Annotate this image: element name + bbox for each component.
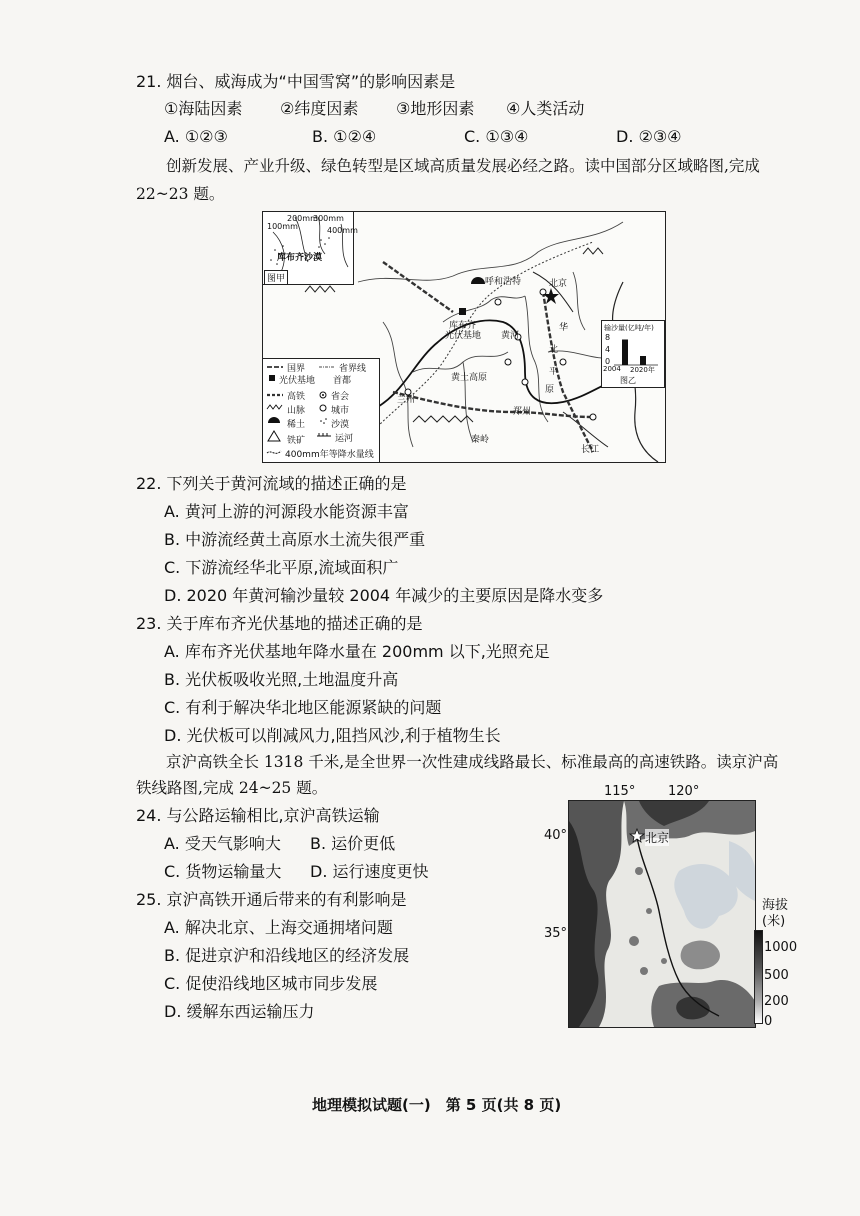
q21-factor-1: ①海陆因素 (164, 99, 243, 118)
legend-canal: 运河 (335, 434, 354, 444)
legend-hsr: 高铁 (287, 392, 306, 402)
q24-option-c: C. 货物运输量大 (164, 862, 282, 881)
label-huabei-3: 平 (549, 367, 559, 377)
inset-b-ytick-0: 0 (605, 357, 611, 366)
inset-b-title: 图乙 (620, 376, 636, 385)
label-huabei-4: 原 (545, 385, 555, 395)
q24-option-b: B. 运价更低 (310, 834, 396, 853)
isohyet-100: 100mm (267, 222, 298, 231)
q24-option-d: D. 运行速度更快 (310, 862, 429, 881)
q21-option-d: D. ②③④ (616, 127, 682, 146)
lat-35: 35° (544, 926, 568, 941)
label-huabei-2: 北 (549, 345, 559, 355)
q25-option-d: D. 缓解东西运输压力 (164, 1002, 315, 1021)
q21-factor-2: ②纬度因素 (280, 99, 359, 118)
elev-200: 200 (764, 994, 789, 1009)
label-beijing: 北京 (549, 279, 568, 289)
label-base-1: 库布齐 (449, 321, 477, 331)
label-loess-plateau: 黄土高原 (451, 373, 488, 383)
inset-map-a (263, 212, 358, 285)
isohyet-200: 200mm (287, 214, 318, 223)
map1-legend (263, 358, 380, 462)
label-huhehaote: 呼和浩特 (485, 277, 522, 287)
elev-1000: 1000 (764, 940, 798, 955)
legend-desert: 沙漠 (331, 420, 350, 430)
label-zhengzhou: 郑州 (513, 407, 532, 417)
hsr-relief-map (568, 800, 756, 1028)
legend-shengjie: 省界线 (339, 364, 367, 374)
q22-option-d: D. 2020 年黄河输沙量较 2004 年减少的主要原因是降水变多 (164, 586, 604, 605)
isohyet-400: 400mm (327, 226, 358, 235)
legend-mine: 铁矿 (287, 436, 306, 446)
q22-option-b: B. 中游流经黄土高原水土流失很严重 (164, 530, 426, 549)
q24-stem: 24. 与公路运输相比,京沪高铁运输 (136, 806, 380, 825)
q21-stem: 21. 烟台、威海成为“中国雪窝”的影响因素是 (136, 72, 456, 91)
lon-115: 115° (604, 784, 636, 799)
label-lanzhou: 兰州 (397, 395, 416, 405)
legend-city: 城市 (331, 406, 350, 416)
china-region-map (262, 211, 666, 463)
inset-b-ytick-4: 4 (605, 345, 611, 354)
inset-chart-b (601, 320, 665, 388)
elev-color-bar (754, 930, 763, 1024)
q21-option-b: B. ①②④ (312, 127, 377, 146)
passage1-line2: 22~23 题。 (136, 185, 225, 203)
elev-title-1: 海拔 (762, 898, 789, 913)
passage1-line1: 创新发展、产业升级、绿色转型是区域高质量发展必经之路。读中国部分区域略图,完成 (166, 157, 760, 175)
q21-option-c: C. ①③④ (464, 127, 529, 146)
label-changjiang: 长江 (581, 445, 600, 455)
inset-b-ylabel: 输沙量(亿吨/年) (604, 324, 654, 332)
label-base-2: 光伏基地 (445, 331, 482, 341)
q21-option-a: A. ①②③ (164, 127, 228, 146)
inset-a-desert: 库布齐沙漠 (277, 253, 323, 263)
q23-option-a: A. 库布齐光伏基地年降水量在 200mm 以下,光照充足 (164, 642, 550, 661)
q24-option-a: A. 受天气影响大 (164, 834, 281, 853)
sediment-bar-2004 (622, 340, 628, 366)
elev-title-2: (米) (762, 914, 786, 929)
q23-stem: 23. 关于库布齐光伏基地的描述正确的是 (136, 614, 423, 633)
q23-option-b: B. 光伏板吸收光照,土地温度升高 (164, 670, 399, 689)
legend-mountain: 山脉 (287, 406, 306, 416)
inset-b-xtick-2004: 2004 (603, 365, 621, 373)
lon-120: 120° (668, 784, 700, 799)
inset-a-title: 图甲 (264, 270, 288, 285)
q23-option-c: C. 有利于解决华北地区能源紧缺的问题 (164, 698, 442, 717)
elev-0: 0 (764, 1014, 773, 1029)
label-yellow-river: 黄河 (501, 331, 520, 341)
legend-capital: 首都 (333, 376, 352, 386)
passage2-line2: 铁线路图,完成 24~25 题。 (136, 779, 328, 797)
q23-option-d: D. 光伏板可以削减风力,阻挡风沙,利于植物生长 (164, 726, 501, 745)
inset-b-ytick-8: 8 (605, 333, 611, 342)
q22-option-c: C. 下游流经华北平原,流域面积广 (164, 558, 399, 577)
legend-isohyet: 400mm年等降水量线 (285, 450, 374, 460)
isohyet-300: 300mm (313, 214, 344, 223)
legend-guojie: 国界 (287, 364, 306, 374)
page-footer: 地理模拟试题(一) 第 5 页(共 8 页) (312, 1096, 562, 1114)
q25-stem: 25. 京沪高铁开通后带来的有利影响是 (136, 890, 407, 909)
passage2-line1: 京沪高铁全长 1318 千米,是全世界一次性建成线路最长、标准最高的高速铁路。读京沪高 (166, 753, 779, 771)
hsr-beijing-label: 北京 (645, 831, 670, 845)
inset-b-xtick-2020: 2020年 (630, 366, 655, 374)
q22-stem: 22. 下列关于黄河流域的描述正确的是 (136, 474, 407, 493)
q25-option-b: B. 促进京沪和沿线地区的经济发展 (164, 946, 410, 965)
q21-factor-3: ③地形因素 (396, 99, 475, 118)
legend-base: 光伏基地 (279, 376, 316, 386)
label-huabei-1: 华 (559, 323, 569, 333)
legend-provcap: 省会 (331, 392, 350, 402)
q25-option-a: A. 解决北京、上海交通拥堵问题 (164, 918, 393, 937)
lat-40: 40° (544, 828, 568, 843)
sediment-bar-2020年 (640, 356, 646, 365)
elev-500: 500 (764, 968, 789, 983)
label-qinling: 秦岭 (471, 435, 490, 445)
q22-option-a: A. 黄河上游的河源段水能资源丰富 (164, 502, 409, 521)
q25-option-c: C. 促使沿线地区城市同步发展 (164, 974, 378, 993)
legend-rareearth: 稀土 (287, 420, 306, 430)
q21-factor-4: ④人类活动 (506, 99, 585, 118)
